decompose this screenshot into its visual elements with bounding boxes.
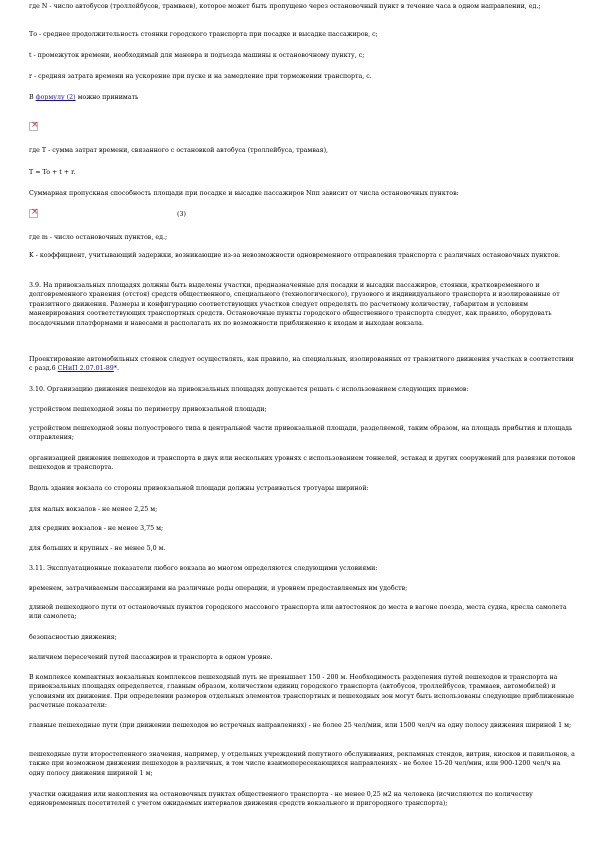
list-item-multilevel: организацией движения пешеходов и транспорта в двух или нескольких уровнях с использованием тоннелей, эстакад и других сооружений для развязки потоков пешеходов и транспорта. [29,455,576,472]
list-item-small-stations: для малых вокзалов - не менее 2,25 м; [29,506,158,513]
list-item-path-length: длиной пешеходного пути от остановочных пунктов городского массового транспорта или автостоянок до места в вагоне поезда, места судна, кресла самолета или самолета; [29,604,567,621]
snip-link[interactable]: СНиП 2.07.01-89 [57,365,114,373]
list-item-peninsula-zone: устройством пешеходной зоны полуострового типа в центральной части привокзальной площади, разделяемой, таким образом, на площадь прибытия и площадь отправления; [29,425,573,442]
paragraph-3-9: 3.9. На привокзальных площадях должны быть выделены участки, предназначенные для посадки и высадки пассажиров, стоянки, кратковременного и долговременного хранения (отстоя) средств общественного, специального (технологического), грузового и индивидуального транспорта и изолированные от транзитного движения. Размеры и конфигурацию соответствующих участков следует определять по расчетному количеству, габаритам и условиям маневрирования соответствующих транспортных средств. Остановочные пункты городского общественного транспорта следует, как правило, оборудовать посадочными платформами и навесами и располагать их по возможности приближенно к входам и выходам вокзала. [29,282,560,327]
list-item-secondary-paths: пешеходные пути второстепенного значения, например, у отдельных учреждений попутного обслуживания, рекламных стендов, витрин, киосков и павильонов, а также при возможном движении пешеходов в различных, в том числе взаимопересекающихся направлениях - не более 15-20 чел/мин, или 900-1200 чел/ч на одну полосу движения шириной 1 м; [29,751,575,777]
list-item-safety: безопасностью движения; [29,634,117,641]
equation-number: (3) [177,211,186,218]
paragraph-t-definition: t - промежуток времени, необходимый для маневра и подъезда машины к остановочному пункту, с; [29,52,365,59]
formula-ref-text-before: В [29,94,36,101]
list-item-crossings: наличием пересечений путей пассажиров и транспорта в одном уровне. [29,654,273,661]
formula-2-link[interactable]: формулу (2) [35,94,76,101]
paragraph-m-definition: где m - число остановочных пунктов, ед.; [29,234,168,241]
parking-text-after: *. [113,365,119,373]
paragraph-formula-ref [29,93,577,102]
list-item-time: временем, затрачиваемым пассажирами на различные роды операции, и уровнем предоставляемых им удобств; [29,585,408,592]
paragraph-npp: Суммарная пропускная способность площади при посадке и высадке пассажиров Nпп зависит от числа остановочных пунктов: [29,190,459,197]
list-item-large-stations: для больших и крупных - не менее 5,0 м. [29,545,166,552]
paragraph-r-definition: r - средняя затрата времени на ускорение при пуске и на замедление при торможении транспорта, с. [29,73,372,80]
paragraph-parking [29,355,577,374]
parking-text-before: Проектирование автомобильных стоянок следует осуществлять, как правило, на специальных, изолированных от транзитного движения участках в соответствии с разд.6 [29,356,574,373]
paragraph-to-definition: То - среднее продолжительность стоянки городского транспорта при посадке и высадке пассажиров, с; [29,31,378,38]
formula-ref-text-after: можно принимать [75,94,139,101]
list-item-waiting-areas: участки ожидания или накопления на остановочных пунктах общественного транспорта - не менее 0,25 м2 на человека (исчисляются по количеству единовременных посетителей с учетом ожидаемых интервалов движения средств вокзального и пригородного транспорта); [29,791,533,808]
paragraph-n-definition: где N - число автобусов (троллейбусов, трамваев), которое может быть пропущено через остановочный пункт в течение часа в одном направлении, ед.; [29,3,541,10]
paragraph-sidewalks: Вдоль здания вокзала со стороны привокзальной площади должны устраиваться тротуары шириной: [29,485,369,492]
paragraph-k-definition: K - коэффициент, учитывающий задержки, возникающие из-за невозможности одновременного отправления транспорта с различных остановочных пунктов. [29,252,561,259]
list-item-perimeter-zone: устройством пешеходной зоны по периметру привокзальной площади; [29,406,267,413]
paragraph-t-sum: где T - сумма затрат времени, связанного с остановкой автобуса (троллейбуса, трамвая), [29,147,329,154]
list-item-medium-stations: для средних вокзалов - не менее 3,75 м; [29,525,164,532]
broken-image-icon [29,122,38,131]
list-item-main-paths: главные пешеходные пути (при движении пешеходов во встречных направлениях) - не более 25 чел/мин, или 1500 чел/ч на одну полосу движения шириной 1 м; [29,722,572,729]
paragraph-3-11: 3.11. Эксплуатационные показатели любого вокзала во многом определяются следующими условиями: [29,565,378,572]
formula-t-sum: T = To + t + r. [29,169,76,176]
paragraph-3-10: 3.10. Организацию движения пешеходов на привокзальных площадях допускается решать с использованием следующих приемов: [29,386,469,393]
broken-image-icon [29,209,38,218]
paragraph-compact-complexes: В комплексе компактных вокзальных комплексов пешеходный путь не превышает 150 - 200 м. Необходимость разделения путей пешеходов и транспорта на привокзальных площадях определяется, главным образом, количеством единиц городского транспорта (автобусов, троллейбусов, трамваев, автомобилей) и условиями их движения. При определении размеров отдельных элементов транспортных и пешеходных зон могут быть использованы следующие приближенные расчетные показатели: [29,674,574,710]
